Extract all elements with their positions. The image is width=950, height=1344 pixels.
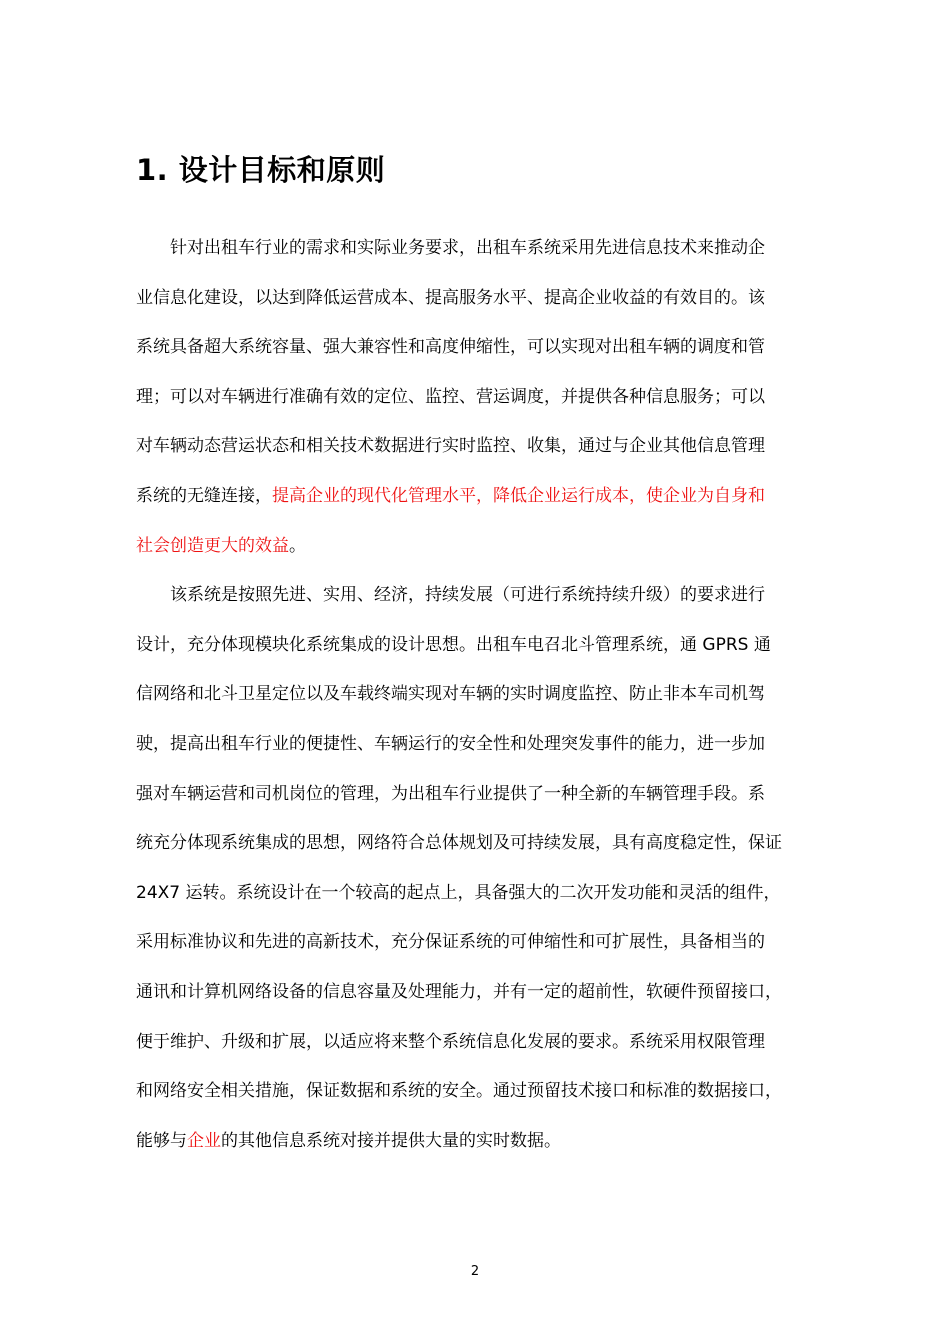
paragraph-line: 强对车辆运营和司机岗位的管理，为出租车行业提供了一种全新的车辆管理手段。系 <box>136 783 765 804</box>
section-heading: 1. 设计目标和原则 <box>136 153 386 187</box>
paragraph-line: 便于维护、升级和扩展，以适应将来整个系统信息化发展的要求。系统采用权限管理 <box>136 1031 765 1052</box>
paragraph-line <box>136 522 824 572</box>
paragraph-line: 和网络安全相关措施，保证数据和系统的安全。通过预留技术接口和标准的数据接口， <box>136 1081 782 1102</box>
paragraph-2 <box>136 571 824 1166</box>
paragraph-line: 业信息化建设，以达到降低运营成本、提高服务水平、提高企业收益的有效目的。该 <box>136 287 765 308</box>
paragraph-line: 对车辆动态营运状态和相关技术数据进行实时监控、收集，通过与企业其他信息管理 <box>136 436 765 457</box>
highlighted-text: 企业 <box>187 1130 221 1151</box>
paragraph-line: 系统具备超大系统容量、强大兼容性和高度伸缩性，可以实现对出租车辆的调度和管 <box>136 337 765 358</box>
plain-text: 系统的无缝连接， <box>136 485 272 506</box>
paragraph-1 <box>136 224 824 571</box>
paragraph-line <box>136 1117 824 1167</box>
paragraph-line: 信网络和北斗卫星定位以及车载终端实现对车辆的实时调度监控、防止非本车司机驾 <box>136 684 765 705</box>
highlighted-text: 社会创造更大的效益 <box>136 535 289 556</box>
paragraph-line <box>136 472 824 522</box>
highlighted-text: 提高企业的现代化管理水平，降低企业运行成本，使企业为自身和 <box>272 485 765 506</box>
plain-text: 能够与 <box>136 1130 187 1151</box>
paragraph-line: 通讯和计算机网络设备的信息容量及处理能力，并有一定的超前性，软硬件预留接口， <box>136 981 782 1002</box>
page-number: 2 <box>470 1264 480 1279</box>
plain-text: 的其他信息系统对接并提供大量的实时数据。 <box>221 1130 561 1151</box>
paragraph-line: 该系统是按照先进、实用、经济，持续发展（可进行系统持续升级）的要求进行 <box>170 585 765 606</box>
plain-text: 。 <box>289 535 306 556</box>
paragraph-line: 驶，提高出租车行业的便捷性、车辆运行的安全性和处理突发事件的能力，进一步加 <box>136 733 765 754</box>
paragraph-line: 设计，充分体现模块化系统集成的设计思想。出租车电召北斗管理系统，通 GPRS 通 <box>136 634 771 655</box>
paragraph-line: 统充分体现系统集成的思想，网络符合总体规划及可持续发展，具有高度稳定性，保证 <box>136 833 782 854</box>
paragraph-line: 采用标准协议和先进的高新技术，充分保证系统的可伸缩性和可扩展性，具备相当的 <box>136 932 765 953</box>
paragraph-line: 24X7 运转。系统设计在一个较高的起点上，具备强大的二次开发功能和灵活的组件， <box>136 882 781 903</box>
paragraph-line: 理；可以对车辆进行准确有效的定位、监控、营运调度，并提供各种信息服务；可以 <box>136 386 765 407</box>
paragraph-line: 针对出租车行业的需求和实际业务要求，出租车系统采用先进信息技术来推动企 <box>170 238 765 258</box>
section-body <box>136 224 824 1166</box>
